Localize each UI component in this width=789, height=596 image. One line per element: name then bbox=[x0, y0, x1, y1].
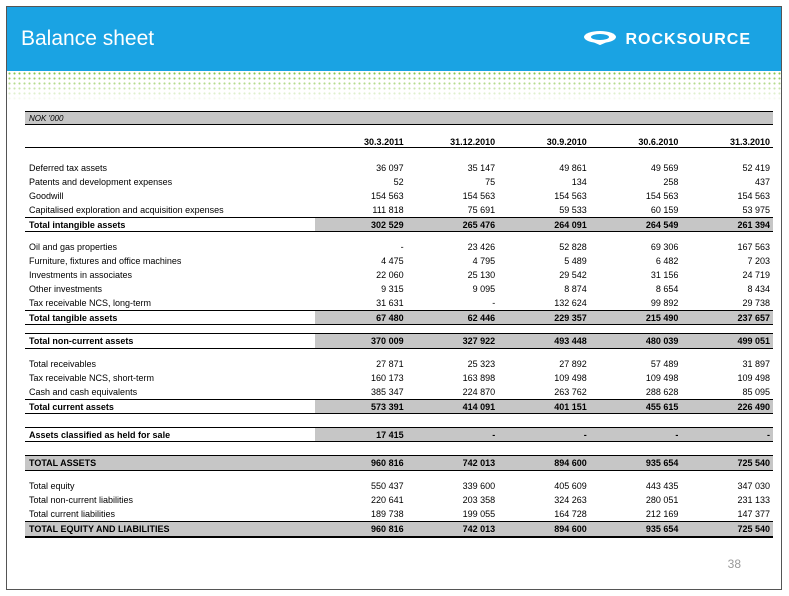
value-cell: 414 091 bbox=[407, 400, 499, 414]
value-cell: 960 816 bbox=[315, 522, 407, 538]
value-cell: 23 426 bbox=[467, 242, 496, 252]
empty-cell bbox=[315, 414, 407, 428]
empty-cell bbox=[315, 471, 407, 480]
empty-cell bbox=[498, 148, 590, 162]
logo-text: ROCKSOURCE bbox=[625, 30, 751, 48]
value-cell: 935 654 bbox=[590, 522, 682, 538]
table-row bbox=[25, 240, 773, 254]
value-cell: 443 435 bbox=[645, 481, 679, 491]
column-header: 30.9.2010 bbox=[498, 125, 590, 148]
table-row bbox=[25, 334, 773, 349]
value-cell: 231 133 bbox=[737, 495, 770, 505]
value-cell: 109 498 bbox=[737, 373, 770, 383]
row-label: Deferred tax assets bbox=[29, 163, 108, 173]
value-cell: 4 795 bbox=[472, 256, 496, 266]
value-cell: 167 563 bbox=[737, 242, 770, 252]
row-label: Total tangible assets bbox=[25, 311, 315, 325]
empty-cell bbox=[25, 414, 315, 428]
slide bbox=[6, 6, 782, 590]
table-row bbox=[25, 268, 773, 282]
balance-sheet-table bbox=[25, 111, 773, 538]
value-cell: 5 489 bbox=[564, 256, 587, 266]
empty-cell bbox=[25, 471, 315, 480]
empty-cell bbox=[590, 112, 682, 125]
column-header-row bbox=[25, 125, 773, 148]
value-cell: 237 657 bbox=[681, 311, 773, 325]
value-cell: 263 762 bbox=[554, 387, 587, 397]
empty-cell bbox=[407, 442, 499, 456]
empty-cell bbox=[498, 325, 590, 334]
spacer-row bbox=[25, 442, 773, 456]
value-cell: 29 542 bbox=[559, 270, 587, 280]
row-label: Furniture, fixtures and office machines bbox=[29, 256, 182, 266]
table-row bbox=[25, 493, 773, 507]
value-cell: 22 060 bbox=[376, 270, 404, 280]
value-cell: 493 448 bbox=[498, 334, 590, 349]
value-cell: 111 818 bbox=[372, 205, 404, 215]
value-cell: 24 719 bbox=[742, 270, 770, 280]
value-cell: 29 738 bbox=[742, 298, 770, 308]
value-cell: 17 415 bbox=[315, 428, 407, 442]
value-cell: - bbox=[681, 428, 773, 442]
empty-cell bbox=[590, 232, 682, 241]
empty-cell bbox=[590, 442, 682, 456]
column-header: 31.3.2010 bbox=[681, 125, 773, 148]
value-cell: 25 323 bbox=[467, 359, 496, 369]
value-cell: 8 654 bbox=[655, 284, 679, 294]
value-cell: 8 874 bbox=[564, 284, 587, 294]
value-cell: 324 263 bbox=[554, 495, 587, 505]
value-cell: 894 600 bbox=[498, 522, 590, 538]
empty-cell bbox=[590, 148, 682, 162]
empty-cell bbox=[590, 325, 682, 334]
spacer-row bbox=[25, 325, 773, 334]
value-cell: 147 377 bbox=[737, 509, 770, 519]
empty-cell bbox=[681, 232, 773, 241]
empty-cell bbox=[407, 232, 499, 241]
value-cell: 6 482 bbox=[655, 256, 679, 266]
table-row bbox=[25, 254, 773, 268]
row-label: Total intangible assets bbox=[25, 218, 315, 232]
value-cell: 67 480 bbox=[315, 311, 407, 325]
value-cell: 49 569 bbox=[650, 163, 679, 173]
value-cell: 258 bbox=[663, 177, 679, 187]
value-cell: 327 922 bbox=[407, 334, 499, 349]
empty-cell bbox=[315, 349, 407, 358]
value-cell: 49 861 bbox=[559, 163, 587, 173]
spacer-row bbox=[25, 414, 773, 428]
empty-cell bbox=[590, 471, 682, 480]
value-cell: 480 039 bbox=[590, 334, 682, 349]
row-label: Other investments bbox=[29, 284, 103, 294]
row-label: Total equity bbox=[29, 481, 75, 491]
table-row bbox=[25, 218, 773, 232]
empty-cell bbox=[498, 349, 590, 358]
value-cell: 264 091 bbox=[498, 218, 590, 232]
value-cell: 203 358 bbox=[462, 495, 496, 505]
value-cell: 60 159 bbox=[650, 205, 679, 215]
row-label: Tax receivable NCS, long-term bbox=[29, 298, 152, 308]
company-logo bbox=[583, 29, 751, 50]
empty-cell bbox=[681, 442, 773, 456]
value-cell: - bbox=[590, 428, 682, 442]
row-label: Total receivables bbox=[29, 359, 97, 369]
value-cell: 9 095 bbox=[472, 284, 496, 294]
value-cell: 134 bbox=[571, 177, 587, 187]
table-row bbox=[25, 282, 773, 296]
table-row bbox=[25, 456, 773, 471]
value-cell: 7 203 bbox=[747, 256, 770, 266]
table-row bbox=[25, 479, 773, 493]
spacer-row bbox=[25, 471, 773, 480]
value-cell: 226 490 bbox=[681, 400, 773, 414]
value-cell: 57 489 bbox=[650, 359, 679, 369]
row-label: Total current assets bbox=[25, 400, 315, 414]
empty-cell bbox=[25, 232, 315, 241]
empty-cell bbox=[498, 471, 590, 480]
empty-cell bbox=[25, 148, 315, 162]
empty-cell bbox=[590, 414, 682, 428]
value-cell: 52 419 bbox=[742, 163, 770, 173]
table-row bbox=[25, 175, 773, 189]
table-row bbox=[25, 371, 773, 385]
value-cell: 302 529 bbox=[315, 218, 407, 232]
empty-cell bbox=[681, 112, 773, 125]
table-row bbox=[25, 189, 773, 203]
value-cell: - bbox=[400, 242, 404, 252]
value-cell: 31 156 bbox=[650, 270, 679, 280]
empty-cell bbox=[315, 232, 407, 241]
value-cell: 935 654 bbox=[590, 456, 682, 471]
value-cell: 25 130 bbox=[467, 270, 496, 280]
spacer-row bbox=[25, 232, 773, 241]
empty-cell bbox=[681, 325, 773, 334]
empty-cell bbox=[498, 232, 590, 241]
empty-cell bbox=[25, 325, 315, 334]
value-cell: 499 051 bbox=[681, 334, 773, 349]
value-cell: 261 394 bbox=[681, 218, 773, 232]
row-label: TOTAL ASSETS bbox=[25, 456, 315, 471]
empty-cell bbox=[681, 349, 773, 358]
value-cell: - bbox=[407, 428, 499, 442]
row-label: Assets classified as held for sale bbox=[25, 428, 315, 442]
value-cell: 725 540 bbox=[681, 456, 773, 471]
empty-cell bbox=[25, 125, 315, 148]
empty-cell bbox=[498, 414, 590, 428]
row-label: Tax receivable NCS, short-term bbox=[29, 373, 155, 383]
slide-title: Balance sheet bbox=[21, 27, 155, 50]
value-cell: 199 055 bbox=[462, 509, 496, 519]
column-header: 30.3.2011 bbox=[315, 125, 407, 148]
value-cell: 220 641 bbox=[371, 495, 404, 505]
value-cell: 154 563 bbox=[371, 191, 404, 201]
value-cell: 163 898 bbox=[462, 373, 496, 383]
value-cell: 347 030 bbox=[737, 481, 770, 491]
value-cell: 164 728 bbox=[554, 509, 587, 519]
table-row bbox=[25, 357, 773, 371]
value-cell: 264 549 bbox=[590, 218, 682, 232]
table-row bbox=[25, 400, 773, 414]
table-row bbox=[25, 522, 773, 538]
value-cell: 437 bbox=[754, 177, 770, 187]
value-cell: 9 315 bbox=[381, 284, 404, 294]
unit-label: NOK '000 bbox=[25, 112, 315, 125]
empty-cell bbox=[407, 471, 499, 480]
column-header: 30.6.2010 bbox=[590, 125, 682, 148]
value-cell: 4 475 bbox=[381, 256, 404, 266]
empty-cell bbox=[681, 414, 773, 428]
value-cell: 455 615 bbox=[590, 400, 682, 414]
row-label: Goodwill bbox=[29, 191, 64, 201]
value-cell: 280 051 bbox=[645, 495, 679, 505]
column-header: 31.12.2010 bbox=[407, 125, 499, 148]
row-label: Investments in associates bbox=[29, 270, 133, 280]
empty-cell bbox=[407, 148, 499, 162]
value-cell: 960 816 bbox=[315, 456, 407, 471]
slide-header bbox=[7, 7, 781, 71]
value-cell: 109 498 bbox=[645, 373, 679, 383]
page-number: 38 bbox=[727, 557, 741, 571]
value-cell: 59 533 bbox=[559, 205, 587, 215]
value-cell: 27 892 bbox=[559, 359, 587, 369]
value-cell: 69 306 bbox=[650, 242, 679, 252]
table-row bbox=[25, 507, 773, 522]
value-cell: 405 609 bbox=[554, 481, 587, 491]
value-cell: 8 434 bbox=[747, 284, 770, 294]
value-cell: 894 600 bbox=[498, 456, 590, 471]
empty-cell bbox=[498, 442, 590, 456]
empty-cell bbox=[681, 471, 773, 480]
value-cell: 27 871 bbox=[376, 359, 404, 369]
value-cell: 52 828 bbox=[559, 242, 587, 252]
empty-cell bbox=[590, 349, 682, 358]
value-cell: 132 624 bbox=[554, 298, 587, 308]
value-cell: 189 738 bbox=[371, 509, 404, 519]
balance-sheet-table-container bbox=[25, 111, 773, 538]
value-cell: 339 600 bbox=[462, 481, 496, 491]
empty-cell bbox=[315, 442, 407, 456]
row-label: Total non-current liabilities bbox=[29, 495, 134, 505]
row-label: Total non-current assets bbox=[25, 334, 315, 349]
value-cell: 53 975 bbox=[742, 205, 770, 215]
table-row bbox=[25, 296, 773, 311]
value-cell: 154 563 bbox=[737, 191, 770, 201]
empty-cell bbox=[315, 325, 407, 334]
empty-cell bbox=[407, 325, 499, 334]
value-cell: 550 437 bbox=[371, 481, 404, 491]
value-cell: 265 476 bbox=[407, 218, 499, 232]
rocksource-logo-icon bbox=[583, 29, 617, 50]
value-cell: - bbox=[492, 298, 496, 308]
value-cell: 36 097 bbox=[376, 163, 404, 173]
row-label: Cash and cash equivalents bbox=[29, 387, 138, 397]
empty-cell bbox=[315, 148, 407, 162]
value-cell: 99 892 bbox=[650, 298, 679, 308]
value-cell: 75 bbox=[485, 177, 496, 187]
value-cell: 370 009 bbox=[315, 334, 407, 349]
spacer-row bbox=[25, 148, 773, 162]
value-cell: 401 151 bbox=[498, 400, 590, 414]
row-label: Oil and gas properties bbox=[29, 242, 118, 252]
value-cell: 31 631 bbox=[376, 298, 404, 308]
value-cell: 725 540 bbox=[681, 522, 773, 538]
value-cell: 52 bbox=[393, 177, 404, 187]
value-cell: 229 357 bbox=[498, 311, 590, 325]
value-cell: 75 691 bbox=[467, 205, 496, 215]
unit-row bbox=[25, 112, 773, 125]
value-cell: 212 169 bbox=[645, 509, 679, 519]
row-label: Capitalised exploration and acquisition expenses bbox=[29, 205, 224, 215]
empty-cell bbox=[407, 414, 499, 428]
value-cell: 224 870 bbox=[462, 387, 496, 397]
empty-cell bbox=[498, 112, 590, 125]
value-cell: 742 013 bbox=[407, 522, 499, 538]
empty-cell bbox=[407, 112, 499, 125]
table-row bbox=[25, 385, 773, 400]
value-cell: 288 628 bbox=[645, 387, 679, 397]
value-cell: 385 347 bbox=[371, 387, 404, 397]
table-row bbox=[25, 203, 773, 218]
value-cell: 215 490 bbox=[590, 311, 682, 325]
value-cell: 31 897 bbox=[742, 359, 770, 369]
value-cell: 742 013 bbox=[407, 456, 499, 471]
row-label: Patents and development expenses bbox=[29, 177, 173, 187]
empty-cell bbox=[315, 112, 407, 125]
value-cell: 154 563 bbox=[554, 191, 587, 201]
value-cell: 35 147 bbox=[467, 163, 496, 173]
value-cell: 109 498 bbox=[554, 373, 587, 383]
row-label: Total current liabilities bbox=[29, 509, 116, 519]
table-row bbox=[25, 311, 773, 325]
value-cell: 160 173 bbox=[371, 373, 404, 383]
empty-cell bbox=[25, 349, 315, 358]
value-cell: 62 446 bbox=[407, 311, 499, 325]
value-cell: - bbox=[498, 428, 590, 442]
value-cell: 573 391 bbox=[315, 400, 407, 414]
table-row bbox=[25, 428, 773, 442]
empty-cell bbox=[25, 442, 315, 456]
row-label: TOTAL EQUITY AND LIABILITIES bbox=[25, 522, 315, 538]
empty-cell bbox=[681, 148, 773, 162]
value-cell: 154 563 bbox=[462, 191, 496, 201]
value-cell: 154 563 bbox=[645, 191, 679, 201]
empty-cell bbox=[407, 349, 499, 358]
value-cell: 85 095 bbox=[742, 387, 770, 397]
spacer-row bbox=[25, 349, 773, 358]
table-row bbox=[25, 161, 773, 175]
